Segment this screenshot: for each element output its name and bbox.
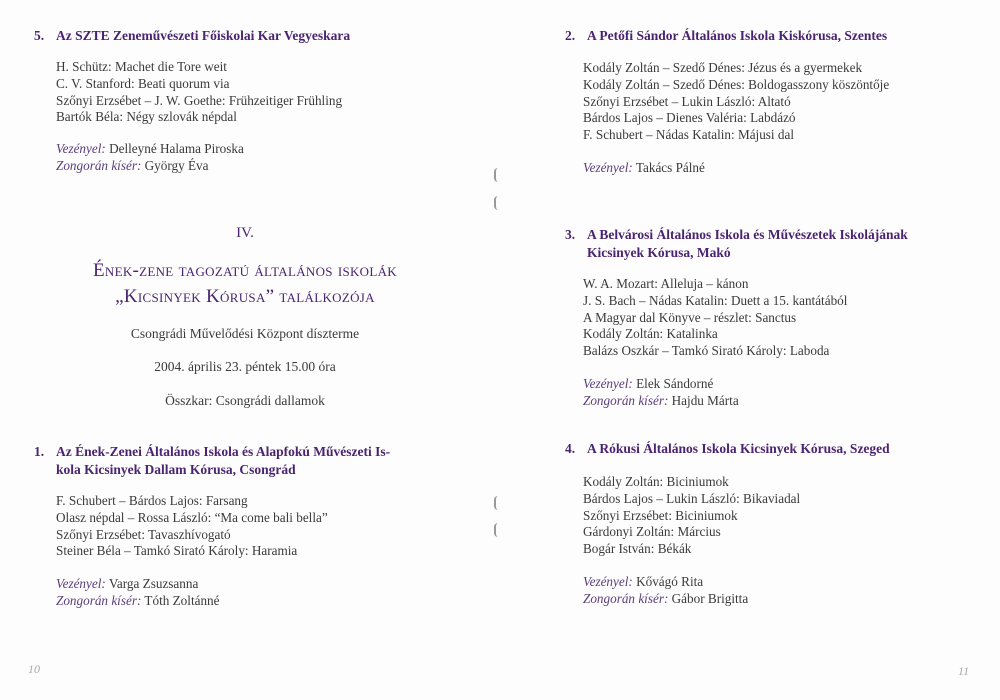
section-number: 5.: [34, 28, 45, 43]
pianist-line: [583, 393, 739, 410]
program-item: Bogár István: Békák: [583, 541, 692, 557]
left-page: [0, 0, 490, 700]
section-2-heading: [565, 27, 887, 45]
binding-mark: [494, 496, 502, 510]
section-title: A Rókusi Általános Iskola Kicsinyek Kórusa, Szeged: [587, 441, 890, 456]
conductor-label: Vezényel:: [56, 141, 106, 156]
program-item: Steiner Béla – Tamkó Sirató Károly: Haramia: [56, 543, 298, 559]
section-title: Az SZTE Zeneművészeti Főiskolai Kar Vegyeskara: [56, 28, 351, 43]
program-item: C. V. Stanford: Beati quorum via: [56, 75, 230, 91]
conductor-name: Varga Zsuzsanna: [108, 576, 199, 591]
pianist-line: [56, 158, 244, 175]
conductor-line: [56, 141, 244, 158]
section-5-program: [56, 59, 342, 126]
section-3-credits: [583, 376, 739, 410]
conductor-label: Vezényel:: [583, 376, 633, 391]
pianist-label: Zongorán kísér:: [583, 392, 669, 408]
binding-mark: [494, 196, 502, 210]
program-item: F. Schubert – Bárdos Lajos: Farsang: [56, 493, 248, 508]
section-4-program: [583, 474, 800, 558]
section-5-heading: [34, 27, 350, 45]
program-item: W. A. Mozart: Alleluja – kánon: [583, 276, 749, 291]
section-4-credits: [583, 574, 748, 608]
page-number: 10: [28, 662, 40, 676]
section-3-program: [583, 276, 847, 360]
section-2-credits: [583, 160, 705, 177]
section-title-line-2: Kicsinyek Kórusa, Makó: [587, 245, 731, 260]
program-item: Bárdos Lajos – Lukin László: Bikaviadal: [583, 490, 801, 506]
program-item: Kodály Zoltán – Szedő Dénes: Boldogasszony köszöntője: [583, 76, 890, 92]
program-item: J. S. Bach – Nádas Katalin: Duett a 15. kantátából: [583, 292, 848, 308]
pianist-label: Zongorán kísér:: [56, 157, 142, 173]
conductor-label: Vezényel:: [583, 574, 633, 589]
pianist-line: [56, 593, 220, 610]
conductor-name: Elek Sándorné: [636, 376, 714, 391]
conductor-line: [583, 376, 739, 393]
event-joint-choir: Összkar: Csongrádi dallamok: [165, 393, 325, 408]
event-date: 2004. április 23. péntek 15.00 óra: [154, 359, 336, 374]
section-1-program: [56, 493, 328, 560]
program-item: A Magyar dal Könyve – részlet: Sanctus: [583, 309, 797, 325]
conductor-label: Vezényel:: [56, 576, 106, 591]
event-roman-numeral: IV.: [236, 225, 254, 241]
program-item: Balázs Oszkár – Tamkó Sirató Károly: Laboda: [583, 343, 830, 359]
conductor-line: [583, 160, 705, 177]
conductor-name: Delleyné Halama Piroska: [109, 141, 244, 156]
binding-mark: [494, 168, 502, 182]
pianist-label: Zongorán kísér:: [583, 590, 669, 606]
event-title-line-2: „Kicsinyek Kórusa” találkozója: [115, 286, 375, 307]
program-item: Olasz népdal – Rossa László: “Ma come bali bella”: [56, 509, 328, 525]
right-page: [510, 0, 1000, 700]
program-item: Gárdonyi Zoltán: Március: [583, 524, 721, 540]
section-number: 2.: [565, 28, 576, 43]
section-3-heading: [565, 226, 908, 262]
binding-mark: [494, 523, 502, 537]
section-title-line-2: kola Kicsinyek Dallam Kórusa, Csongrád: [56, 462, 296, 477]
program-item: Szőnyi Erzsébet: Tavaszhívogató: [56, 526, 231, 542]
conductor-label: Vezényel:: [583, 160, 633, 175]
section-2-program: [583, 60, 889, 144]
section-4-heading: [565, 440, 890, 458]
event-title-line-1: Ének-zene tagozatú általános iskolák: [92, 260, 397, 281]
program-item: Szőnyi Erzsébet – J. W. Goethe: Frühzeitiger Frühling: [56, 92, 343, 108]
page-number: 11: [958, 664, 970, 678]
section-title-line-1: 3. A Belvárosi Általános Iskola és Művészetek Iskolájának: [565, 227, 908, 242]
section-number: 4.: [565, 441, 576, 456]
section-title: A Petőfi Sándor Általános Iskola Kiskórusa, Szentes: [587, 28, 888, 43]
pianist-name: György Éva: [144, 157, 209, 173]
program-item: Kodály Zoltán – Szedő Dénes: Jézus és a gyermekek: [583, 60, 863, 75]
program-item: Bárdos Lajos – Dienes Valéria: Labdázó: [583, 110, 796, 126]
pianist-name: Hajdu Márta: [671, 392, 739, 408]
program-item: Kodály Zoltán: Biciniumok: [583, 474, 729, 489]
section-number: 3.: [565, 227, 576, 242]
section-number: 1.: [34, 444, 45, 459]
section-1-credits: [56, 576, 220, 610]
conductor-name: Takács Pálné: [635, 160, 705, 175]
conductor-name: Kővágó Rita: [636, 574, 704, 589]
section-5-credits: [56, 141, 244, 175]
section-title-line-1: 1. Az Ének-Zenei Általános Iskola és Alapfokú Művészeti Is-: [34, 444, 391, 459]
pianist-label: Zongorán kísér:: [56, 592, 142, 608]
pianist-line: [583, 591, 748, 608]
program-item: Kodály Zoltán: Katalinka: [583, 326, 718, 342]
conductor-line: [56, 576, 220, 593]
program-item: F. Schubert – Nádas Katalin: Májusi dal: [583, 127, 795, 143]
program-item: Szőnyi Erzsébet – Lukin László: Altató: [583, 93, 791, 109]
section-1-heading: [34, 443, 390, 479]
program-item: Bartók Béla: Négy szlovák népdal: [56, 109, 237, 125]
program-item: Szőnyi Erzsébet: Biciniumok: [583, 507, 738, 523]
program-item: H. Schütz: Machet die Tore weit: [56, 59, 227, 74]
conductor-line: [583, 574, 748, 591]
pianist-name: Tóth Zoltánné: [144, 592, 220, 608]
event-venue: Csongrádi Művelődési Központ díszterme: [130, 326, 360, 341]
pianist-name: Gábor Brigitta: [671, 590, 749, 606]
